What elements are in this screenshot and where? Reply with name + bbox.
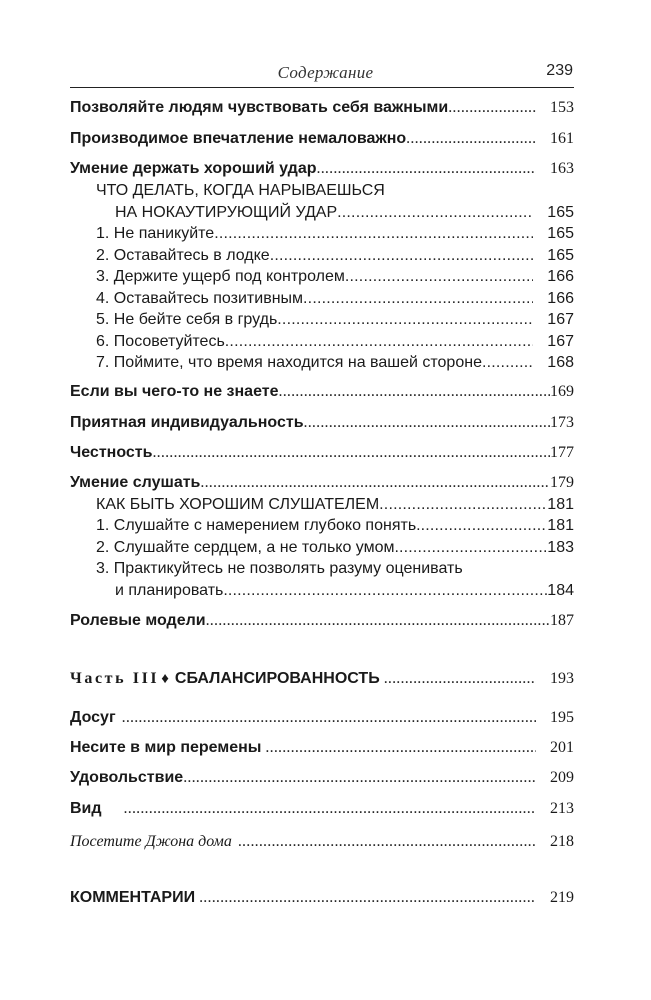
- toc-entry-page: 193: [550, 670, 574, 687]
- toc-entry-item[interactable]: [96, 310, 574, 330]
- dot-leader: [206, 611, 550, 631]
- dot-leader: [279, 382, 551, 402]
- dot-leader: [421, 516, 548, 536]
- toc-entry-title: 6. Посоветуйтесь: [96, 333, 225, 350]
- toc-entry-page: 166: [547, 290, 574, 307]
- toc-entry-item[interactable]: [96, 224, 574, 244]
- toc-entry-title: Позволяйте людям чувствовать себя важными: [70, 99, 449, 116]
- dot-leader: [152, 443, 550, 463]
- toc-entry-title: НА НОКАУТИРУЮЩИЙ УДАР: [115, 204, 338, 221]
- toc-entry-title: 2. Оставайтесь в лодке: [96, 247, 270, 264]
- toc-entry-item[interactable]: [96, 332, 574, 352]
- toc-entry-part[interactable]: [70, 669, 574, 689]
- toc-entry-chapter[interactable]: [70, 473, 574, 493]
- dot-leader: [183, 768, 536, 788]
- toc-entry-title: Умение держать хороший удар: [70, 160, 317, 177]
- toc-entry-page: 209: [550, 769, 574, 786]
- part-title: СБАЛАНСИРОВАННОСТЬ: [174, 670, 380, 687]
- dot-leader: [277, 310, 533, 330]
- running-header-title: Содержание: [277, 63, 374, 82]
- toc-entry-chapter[interactable]: [70, 708, 574, 728]
- toc-entry-page: 169: [550, 383, 574, 400]
- toc-entry-item[interactable]: [96, 267, 574, 287]
- toc-entry-chapter[interactable]: [70, 129, 574, 149]
- toc-entry-item[interactable]: [96, 289, 574, 309]
- toc-entry-title: 4. Оставайтесь позитивным: [96, 290, 304, 307]
- toc-entry-title: Умение слушать: [70, 474, 201, 491]
- dot-leader: [379, 495, 547, 515]
- toc-entry-page: 168: [547, 354, 574, 371]
- toc-subsection-heading-line1: ЧТО ДЕЛАТЬ, КОГДА НАРЫВАЕШЬСЯ: [96, 182, 385, 199]
- toc-entry-item[interactable]: [115, 581, 574, 601]
- dot-leader: [238, 832, 536, 852]
- dot-leader: [337, 203, 533, 223]
- toc-entry-title: КАК БЫТЬ ХОРОШИМ СЛУШАТЕЛЕМ: [96, 496, 380, 513]
- toc-entry-page: 173: [550, 414, 574, 431]
- toc-entry-title: Производимое впечатление немаловажно: [70, 130, 407, 147]
- toc-entry-page: 187: [550, 612, 574, 629]
- dot-leader: [270, 246, 534, 266]
- toc-entry-title-line1: 3. Практикуйтесь не позволять разуму оценивать: [96, 560, 463, 577]
- toc-entry-chapter[interactable]: [70, 888, 574, 908]
- toc-entry-page: 179: [550, 474, 574, 491]
- header-rule: [70, 87, 574, 88]
- toc-entry-subsection[interactable]: [96, 495, 574, 515]
- toc-entry-subsection[interactable]: [115, 203, 574, 223]
- dot-leader: [199, 888, 536, 908]
- toc-entry-item[interactable]: [96, 353, 574, 373]
- toc-entry-page: 165: [547, 247, 574, 264]
- toc-entry-item[interactable]: [96, 246, 574, 266]
- toc-entry-chapter[interactable]: [70, 768, 574, 788]
- toc-entry-title: Честность: [70, 444, 153, 461]
- dot-leader: [448, 98, 536, 118]
- toc-entry-title: Удовольствие: [70, 769, 184, 786]
- toc-entry-title: КОММЕНТАРИИ: [70, 889, 196, 906]
- toc-entry-item[interactable]: [96, 516, 574, 536]
- toc-entry-page: 166: [547, 268, 574, 285]
- toc-entry-page: 218: [550, 833, 574, 850]
- toc-entry-title: Посетите Джона дома: [70, 833, 232, 850]
- toc-entry-chapter[interactable]: [70, 159, 574, 179]
- dot-leader: [265, 738, 536, 758]
- toc-entry-title: 1. Не паникуйте: [96, 225, 215, 242]
- toc-entry-title: Вид: [70, 800, 102, 817]
- toc-entry-title: 3. Держите ущерб под контролем: [96, 268, 345, 285]
- dot-leader: [122, 708, 536, 728]
- dot-leader: [399, 538, 547, 558]
- toc-entry-title: Досуг: [70, 709, 116, 726]
- toc-entry-title: Если вы чего-то не знаете: [70, 383, 279, 400]
- toc-entry-title: Несите в мир перемены: [70, 739, 262, 756]
- dot-leader: [214, 224, 533, 244]
- toc-entry-page: 181: [547, 517, 574, 534]
- dot-leader: [345, 267, 533, 287]
- toc-entry-chapter[interactable]: [70, 382, 574, 402]
- toc-entry-page: 163: [550, 160, 574, 177]
- dot-leader: [200, 473, 550, 493]
- toc-entry-page: 201: [550, 739, 574, 756]
- toc-entry-title: 5. Не бейте себя в грудь: [96, 311, 278, 328]
- part-label: Часть III: [70, 670, 160, 687]
- toc-entry-page: 161: [550, 130, 574, 147]
- toc-entry-page: 184: [547, 582, 574, 599]
- toc-entry-page: 167: [547, 333, 574, 350]
- toc-entry-page: 213: [550, 800, 574, 817]
- toc-entry-item[interactable]: [96, 538, 574, 558]
- dot-leader: [225, 332, 534, 352]
- toc-entry-chapter[interactable]: [70, 443, 574, 463]
- toc-entry-chapter[interactable]: [70, 98, 574, 118]
- dot-leader: [304, 413, 550, 433]
- toc-entry-title: 2. Слушайте сердцем, а не только умом.: [96, 539, 399, 556]
- dot-leader: [384, 669, 536, 689]
- toc-entry-page: 167: [547, 311, 574, 328]
- toc-entry-title: Ролевые модели: [70, 612, 206, 629]
- toc-entry-page: 183: [547, 539, 574, 556]
- toc-entry-page: 165: [547, 225, 574, 242]
- toc-entry-page: 177: [550, 444, 574, 461]
- dot-leader: [482, 353, 533, 373]
- toc-entry-page: 165: [547, 204, 574, 221]
- toc-entry-page: 219: [550, 889, 574, 906]
- dot-leader: [124, 799, 536, 819]
- toc-entry-chapter[interactable]: [70, 738, 574, 758]
- toc-entry-page: 153: [550, 99, 574, 116]
- dot-leader: [228, 581, 547, 601]
- page-number: 239: [546, 62, 573, 79]
- dot-leader: [303, 289, 533, 309]
- dot-leader: [317, 159, 536, 179]
- toc-entry-title: и планировать.: [115, 582, 228, 599]
- toc-entry-title: Приятная индивидуальность: [70, 414, 304, 431]
- toc-entry-chapter[interactable]: [70, 413, 574, 433]
- toc-entry-title: 1. Слушайте с намерением глубоко понять.: [96, 517, 421, 534]
- toc-entry-title: 7. Поймите, что время находится на вашей стороне: [96, 354, 482, 371]
- toc-entry-chapter[interactable]: [70, 611, 574, 631]
- dot-leader: [406, 129, 536, 149]
- toc-entry-chapter[interactable]: [70, 799, 574, 819]
- toc-entry-page: 195: [550, 709, 574, 726]
- diamond-icon: ♦: [161, 671, 169, 687]
- toc-entry-page: 181: [547, 496, 574, 513]
- toc-entry-chapter[interactable]: [70, 832, 574, 852]
